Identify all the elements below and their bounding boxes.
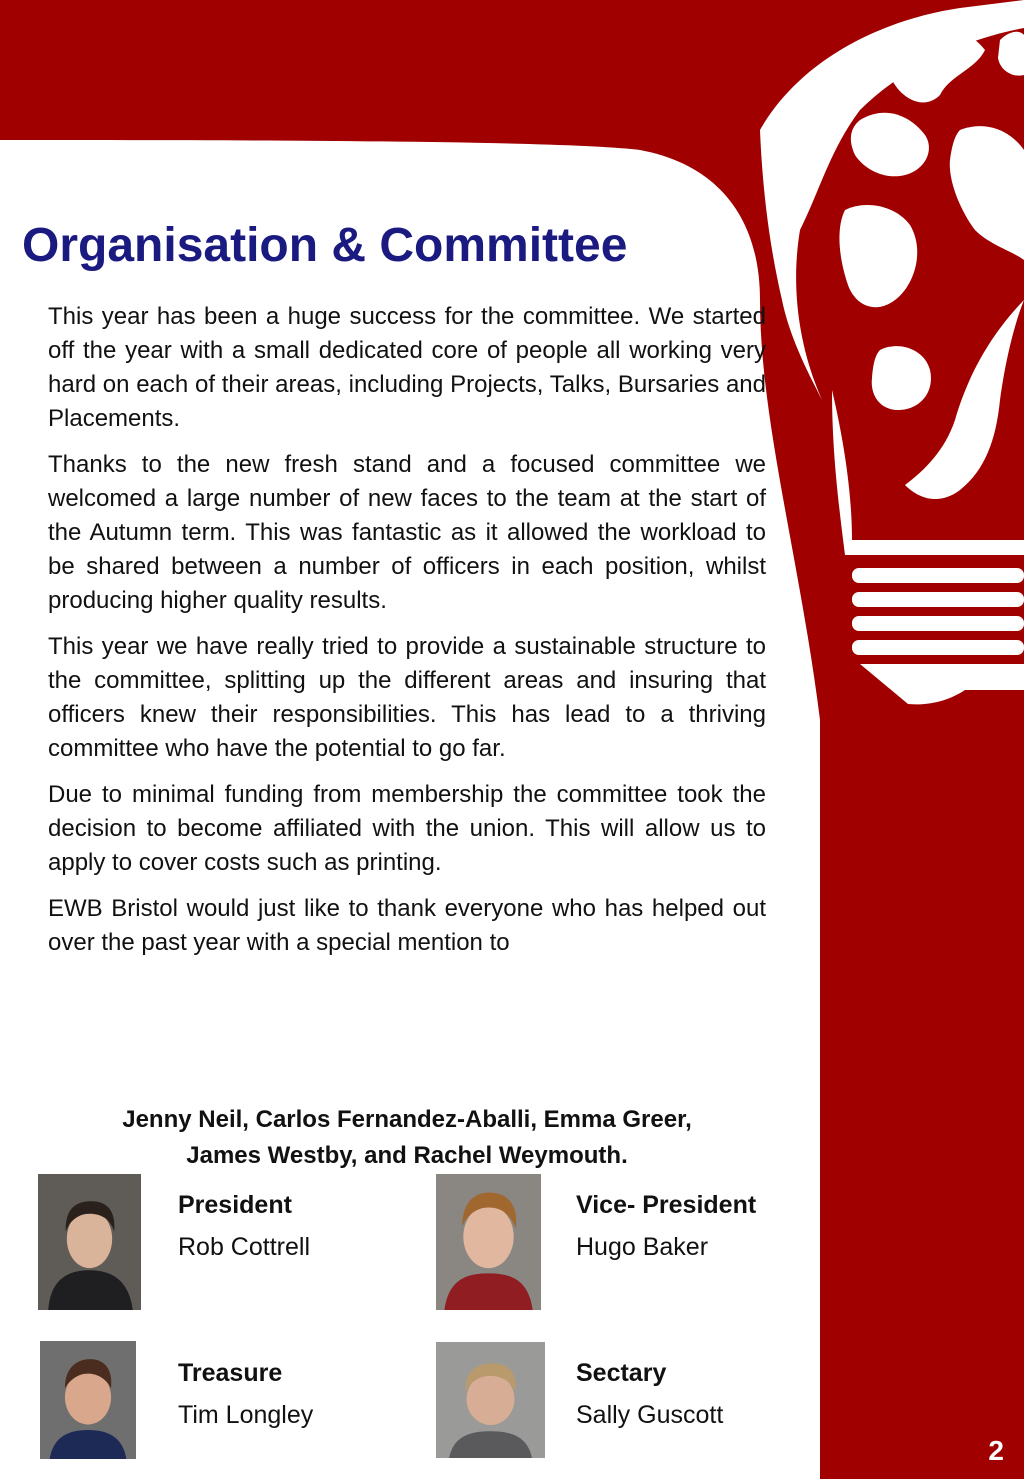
treasurer-photo [40, 1341, 136, 1459]
member-role: Vice- President [576, 1191, 757, 1219]
page-title: Organisation & Committee [22, 219, 628, 272]
committee-member [576, 1190, 756, 1262]
member-name: Rob Cottrell [178, 1233, 310, 1261]
president-photo [38, 1174, 141, 1310]
thanks-line: Jenny Neil, Carlos Fernandez-Aballi, Emma Greer, [122, 1106, 692, 1133]
paragraph: Thanks to the new fresh stand and a focused committee we welcomed a large number of new faces to the team at the start of the Autumn term. This was fantastic as it allowed the workload to be shared between a number of officers in each position, whilst producing higher quality results. [48, 451, 766, 614]
body-text [48, 300, 766, 972]
bulb-thread-3 [852, 616, 1024, 631]
committee-member [576, 1358, 723, 1430]
member-role: Treasure [178, 1359, 283, 1387]
paragraph: This year has been a huge success for the committee. We started off the year with a small dedicated core of people all working very hard on each of their areas, including Projects, Talks, Bursaries and Placements. [48, 303, 766, 432]
committee-member [178, 1358, 313, 1430]
vice-president-photo [436, 1174, 541, 1310]
paragraph: EWB Bristol would just like to thank everyone who has helped out over the past year with a special mention to [48, 895, 766, 956]
special-thanks [48, 1102, 766, 1174]
member-role: President [178, 1191, 292, 1219]
member-name: Hugo Baker [576, 1233, 709, 1261]
committee-member [178, 1190, 310, 1262]
bulb-thread-2 [852, 592, 1024, 607]
paragraph: This year we have really tried to provide a sustainable structure to the committee, splitting up the different areas and insuring that officers knew their responsibilities. This has lead to a thriving committee who have the potential to go far. [48, 633, 766, 762]
thanks-line: James Westby, and Rachel Weymouth. [186, 1142, 628, 1169]
page-number: 2 [988, 1435, 1004, 1466]
paragraph: Due to minimal funding from membership the committee took the decision to become affiliated with the union. This will allow us to apply to cover costs such as printing. [48, 781, 766, 876]
member-name: Sally Guscott [576, 1401, 724, 1429]
secretary-photo [436, 1342, 545, 1458]
bulb-thread-4 [852, 640, 1024, 655]
member-role: Sectary [576, 1359, 667, 1387]
member-name: Tim Longley [178, 1401, 314, 1429]
bulb-thread-1 [852, 568, 1024, 583]
